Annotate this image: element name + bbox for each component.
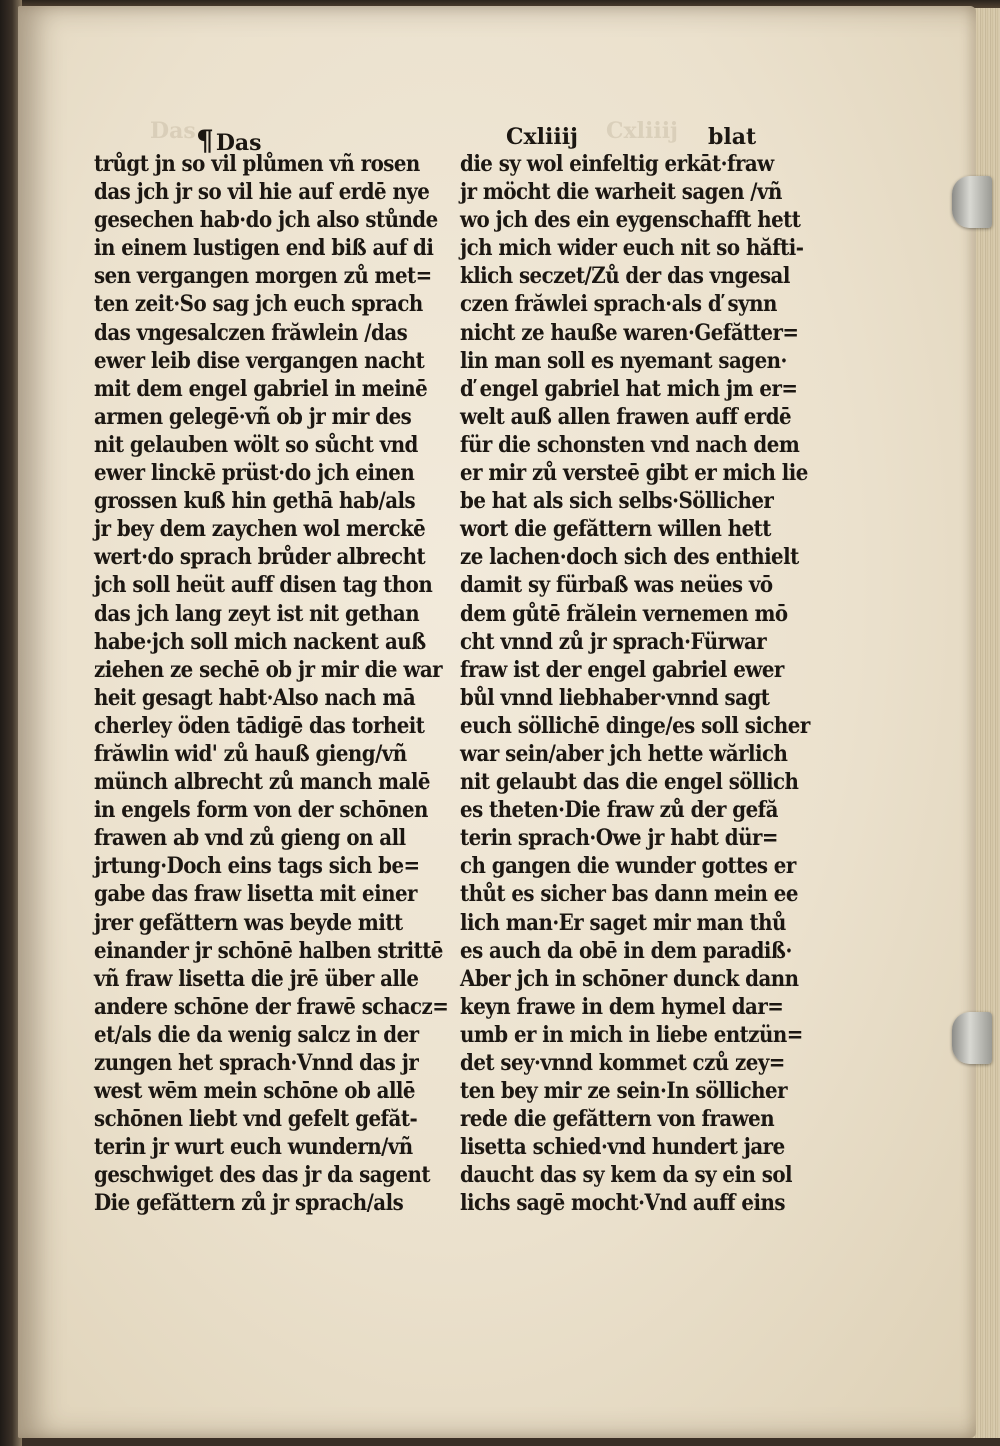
text-line: fraw ist der engel gabriel ewer xyxy=(460,656,784,683)
text-line: lichs sagē mocht·Vnd auff eins xyxy=(460,1190,785,1217)
text-line: ten zeit·So sag jch euch sprach xyxy=(94,291,423,318)
text-line: ď engel gabriel hat mich jm er= xyxy=(460,375,798,402)
text-line: ewer leib dise vergangen nacht xyxy=(94,347,425,374)
text-line: bůl vnnd liebhaber·vnnd sagt xyxy=(460,684,770,711)
text-line: wo jch des ein eygenschafft hett xyxy=(460,207,801,234)
text-line: terin sprach·Owe jr habt dür= xyxy=(460,825,778,852)
text-line: Aber jch in schōner dunck dann xyxy=(460,965,799,992)
running-head-left-text: Das xyxy=(215,130,262,156)
text-line: jch mich wider euch nit so hăfti- xyxy=(460,235,804,262)
text-line: dem gůtē frălein vernemen mō xyxy=(460,600,788,627)
text-line: einander jr schōnē halben strittē xyxy=(94,937,443,964)
text-line: keyn frawe in dem hymel dar= xyxy=(460,993,784,1020)
text-line: die sy wol einfeltig erkāt·fraw xyxy=(460,151,774,177)
text-line: sen vergangen morgen zů met= xyxy=(94,263,432,290)
text-line: schōnen liebt vnd gefelt gefăt- xyxy=(94,1106,418,1133)
text-line: jch soll heüt auff disen tag thon xyxy=(94,572,433,599)
text-line: terin jr wurt euch wundern/vñ xyxy=(94,1134,413,1161)
text-line: in einem lustigen end biß auf di xyxy=(94,235,434,262)
text-line: welt auß allen frawen auff erdē xyxy=(460,403,792,430)
text-line: lin man soll es nyemant sagen· xyxy=(460,347,787,374)
text-line: jrtung·Doch eins tags sich be= xyxy=(94,853,420,880)
metal-clasp-top xyxy=(952,176,992,228)
text-line: frawen ab vnd zů gieng on all xyxy=(94,825,406,852)
text-line: münch albrecht zů manch malē xyxy=(94,769,430,796)
text-line: czen frăwlei sprach·als ď synn xyxy=(460,291,777,318)
text-line: zungen het sprach·Vnnd das jr xyxy=(94,1050,419,1076)
text-line: det sey·vnnd kommet czů zey= xyxy=(460,1050,785,1076)
text-line: das jch jr so vil hie auf erdē nye xyxy=(94,179,430,206)
metal-clasp-bottom xyxy=(952,1012,992,1064)
text-line: rede die gefăttern von frawen xyxy=(460,1106,775,1133)
text-line: euch söllichē dinge/es soll sicher xyxy=(460,712,810,739)
text-line: west wēm mein schōne ob allē xyxy=(94,1078,416,1105)
text-line: es theten·Die fraw zů der gefă xyxy=(460,797,778,824)
text-line: daucht das sy kem da sy ein sol xyxy=(460,1162,793,1189)
text-line: nit gelaubt das die engel söllich xyxy=(460,769,799,796)
text-column-right xyxy=(460,150,810,1218)
show-through-right: Cxliiij xyxy=(606,118,679,144)
text-line: es auch da obē in dem paradiß· xyxy=(460,937,792,964)
text-line: für die schonsten vnd nach dem xyxy=(460,431,800,458)
text-line: lisetta schied·vnd hundert jare xyxy=(460,1134,785,1161)
text-line: armen gelegē·vñ ob jr mir des xyxy=(94,403,412,430)
text-line: wort die gefăttern willen hett xyxy=(460,516,771,543)
text-line: war sein/aber jch hette wărlich xyxy=(460,740,788,767)
text-line: jr möcht die warheit sagen /vñ xyxy=(460,179,782,206)
text-line: Die gefăttern zů jr sprach/als xyxy=(94,1190,404,1217)
text-line: das jch lang zeyt ist nit gethan xyxy=(94,600,420,627)
text-line: er mir zů versteē gibt er mich lie xyxy=(460,460,808,487)
text-line: cherley öden tādigē das torheit xyxy=(94,712,425,739)
text-line: gabe das fraw lisetta mit einer xyxy=(94,881,417,908)
text-line: geschwiget des das jr da sagent xyxy=(94,1162,430,1189)
text-line: klich seczet/Zů der das vngesal xyxy=(460,263,790,290)
text-line: das vngesalczen frăwlein /das xyxy=(94,319,408,346)
text-line: nit gelauben wölt so sůcht vnd xyxy=(94,431,418,458)
text-column-left xyxy=(94,150,448,1218)
text-line: andere schōne der frawē schacz= xyxy=(94,993,449,1020)
text-line: mit dem engel gabriel in meinē xyxy=(94,375,428,402)
text-line: in engels form von der schōnen xyxy=(94,797,428,824)
text-line: habe·jch soll mich nackent auß xyxy=(94,628,426,655)
text-line: vñ fraw lisetta die jrē über alle xyxy=(94,965,419,992)
text-line: nicht ze hauße waren·Gefătter= xyxy=(460,319,799,346)
text-line: ziehen ze sechē ob jr mir die war xyxy=(94,656,443,683)
text-line: jr bey dem zaychen wol merckē xyxy=(94,516,426,543)
show-through-left: Das xyxy=(150,118,196,144)
text-line: gesechen hab·do jch also stůnde xyxy=(94,207,438,234)
text-line: lich man·Er saget mir man thů xyxy=(460,909,786,936)
text-line: heit gesagt habt·Also nach mā xyxy=(94,684,416,711)
text-line: ch gangen die wunder gottes er xyxy=(460,853,796,880)
running-head-right: blat xyxy=(708,124,757,150)
text-line: wert·do sprach brůder albrecht xyxy=(94,544,426,571)
folio-number: Cxliiij xyxy=(506,124,579,150)
text-line: cht vnnd zů jr sprach·Fürwar xyxy=(460,628,767,655)
text-line: umb er in mich in liebe entzün= xyxy=(460,1021,803,1048)
text-line: jrer gefăttern was beyde mitt xyxy=(94,909,403,936)
text-line: ewer linckē prüst·do jch einen xyxy=(94,460,415,487)
text-line: damit sy fürbaß was neües vō xyxy=(460,572,773,599)
text-line: grossen kuß hin gethā hab/als xyxy=(94,488,416,515)
pilcrow-mark: ¶ xyxy=(196,124,214,157)
text-line: thůt es sicher bas dann mein ee xyxy=(460,881,798,908)
text-line: trůgt jn so vil plůmen vñ rosen xyxy=(94,151,420,177)
text-line: ten bey mir ze sein·In söllicher xyxy=(460,1078,788,1105)
text-line: ze lachen·doch sich des enthielt xyxy=(460,544,799,571)
text-line: et/als die da wenig salcz in der xyxy=(94,1021,419,1048)
text-line: be hat als sich selbs·Söllicher xyxy=(460,488,774,515)
text-line: frăwlin wid' zů hauß gieng/vñ xyxy=(94,740,407,767)
